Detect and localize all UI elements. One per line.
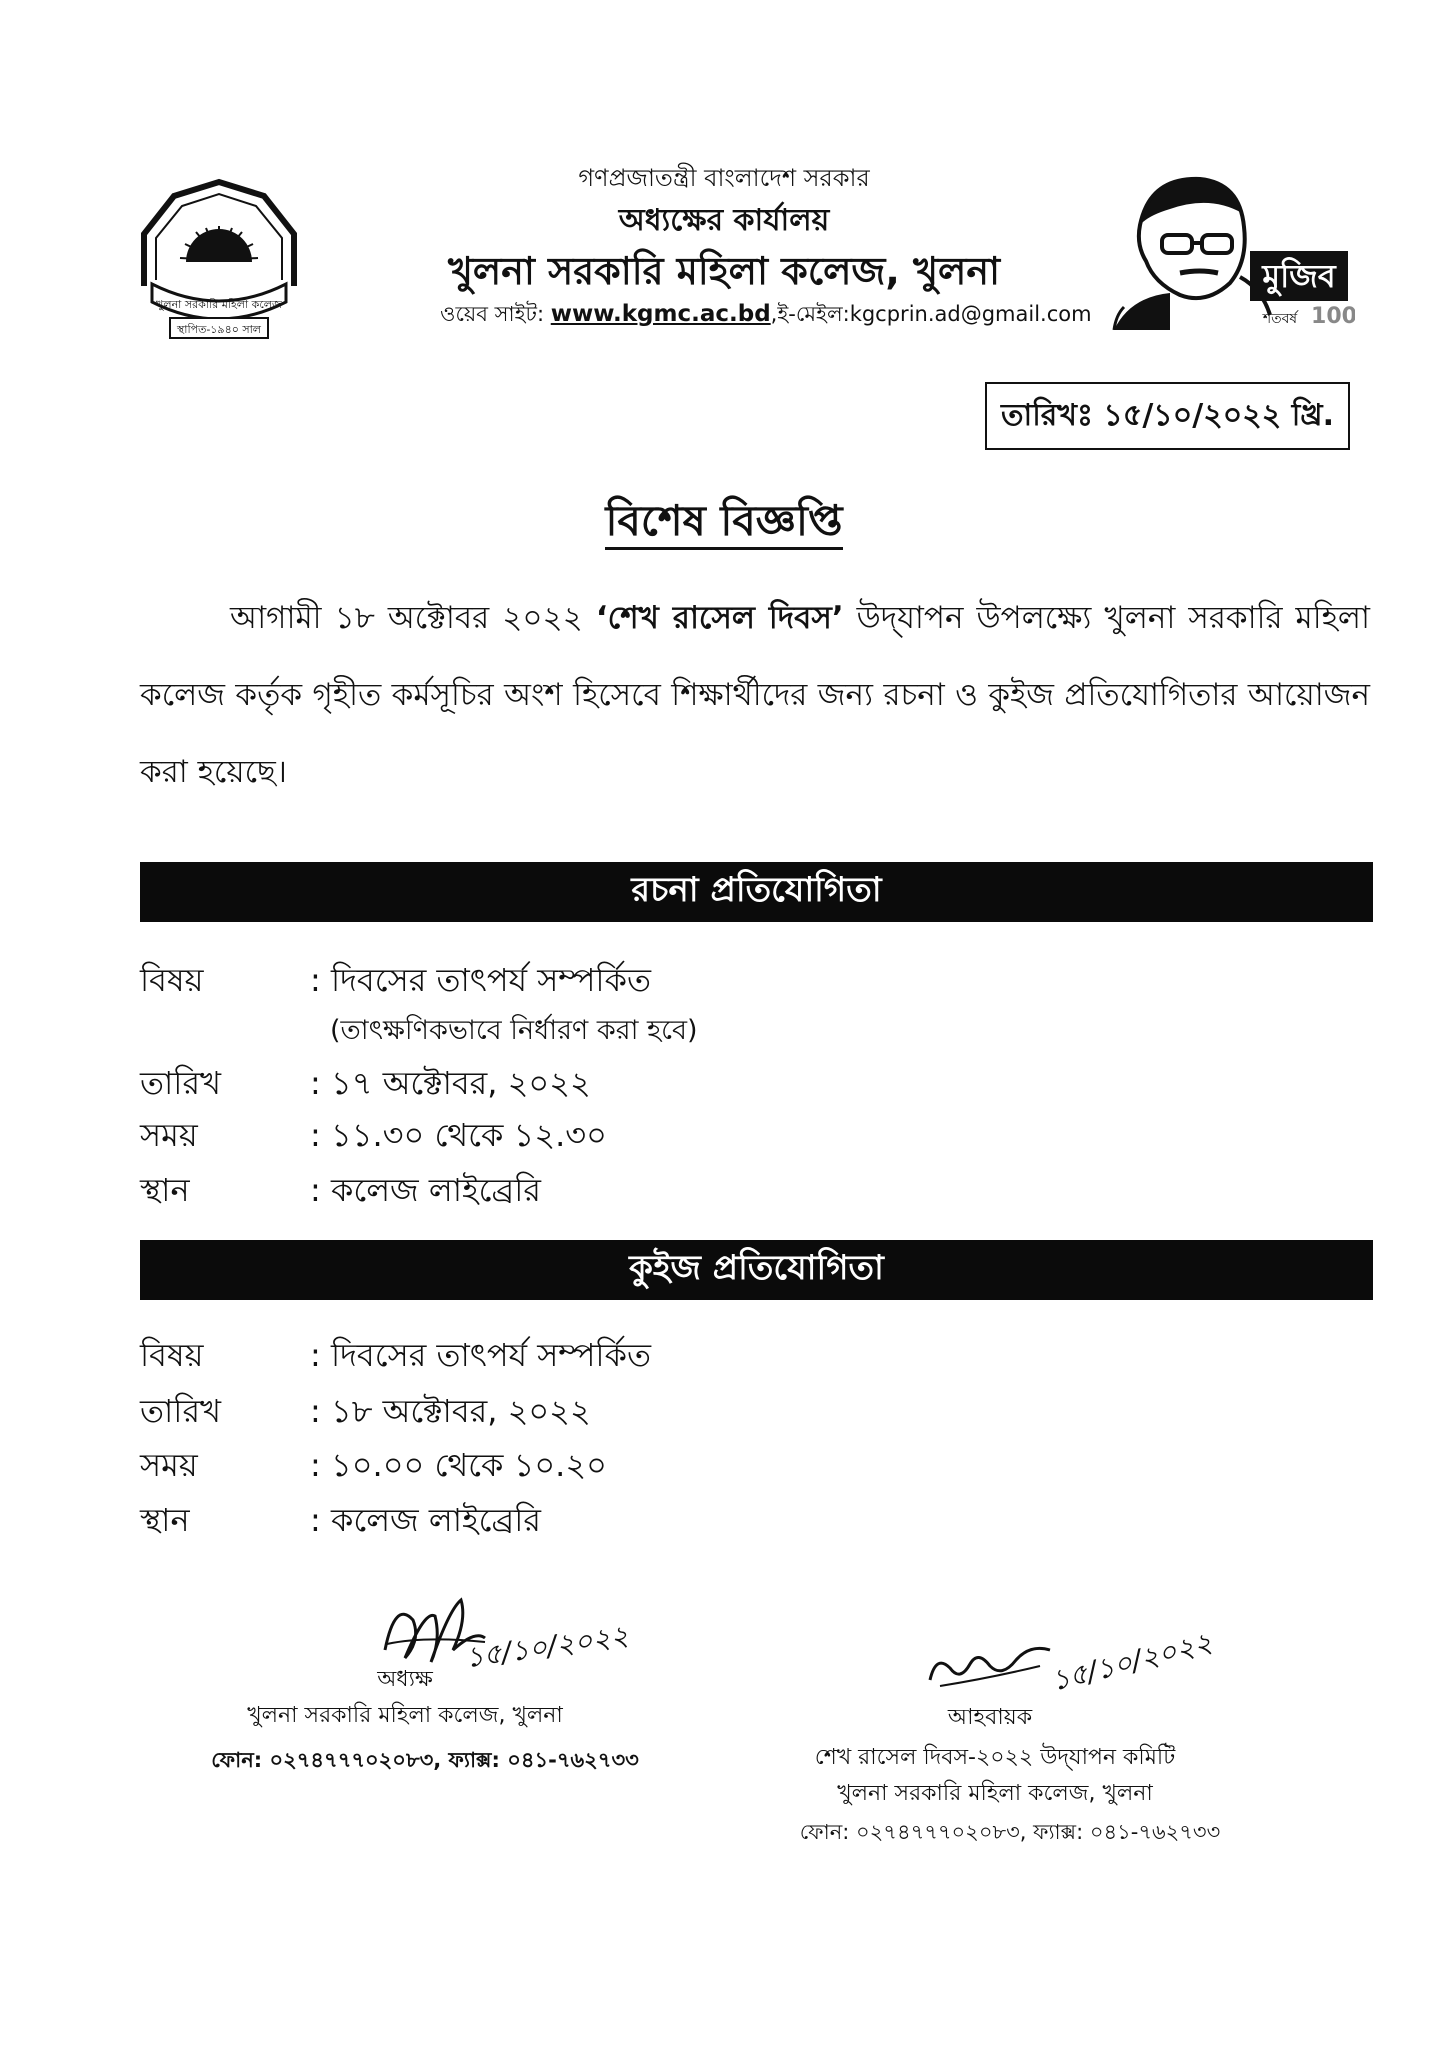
convener-org: খুলনা সরকারি মহিলা কলেজ, খুলনা (837, 1781, 1153, 1806)
convener-contact: ফোন: ০২৭৪৭৭৭০২০৮৩, ফ্যাক্স: ০৪১-৭৬২৭৩৩ (799, 1820, 1221, 1844)
contact-line (440, 298, 1092, 333)
essay-heading-bar (140, 862, 1373, 922)
government-line: গণপ্রজাতন্ত্রী বাংলাদেশ সরকার (578, 164, 870, 192)
mujib-text: মুজিব (1262, 257, 1336, 295)
essay-venue-label: স্থান (140, 1171, 190, 1209)
email-link[interactable]: kgcprin.ad@gmail.com (849, 302, 1092, 326)
mujib-sub: শতবর্ষ (1262, 311, 1298, 327)
principal-signature-date: ১৫/১০/২০২২ (463, 1618, 631, 1675)
quiz-venue-value: : কলেজ লাইব্রেরি (310, 1501, 541, 1539)
convener-signature-date: ১৫/১০/২০২২ (1047, 1625, 1216, 1698)
quiz-subject-value: : দিবসের তাৎপর্য সম্পর্কিত (310, 1336, 651, 1374)
date-box: তারিখঃ ১৫/১০/২০২২ খ্রি. (985, 382, 1350, 450)
principal-org: খুলনা সরকারি মহিলা কলেজ, খুলনা (247, 1703, 563, 1728)
essay-subject-note: (তাৎক্ষণিকভাবে নির্ধারণ করা হবে) (330, 1015, 698, 1046)
quiz-heading-bar (140, 1240, 1373, 1300)
logo-established: স্থাপিত-১৯৪০ সাল (176, 323, 262, 336)
notice-title-text: বিশেষ বিজ্ঞপ্তি (605, 496, 842, 550)
intro-event: ‘শেখ রাসেল দিবস’ (595, 600, 844, 636)
essay-heading: রচনা প্রতিযোগিতা (631, 869, 882, 910)
notice-title (0, 488, 1448, 559)
intro-pre: আগামী ১৮ অক্টোবর ২০২২ (230, 600, 596, 636)
essay-time-value: : ১১.৩০ থেকে ১২.৩০ (310, 1116, 607, 1154)
principal-title: অধ্যক্ষ (377, 1667, 433, 1692)
intro-paragraph (140, 580, 1370, 811)
essay-subject-value: : দিবসের তাৎপর্য সম্পর্কিত (310, 961, 651, 999)
email-label: ,ই-মেইল: (770, 302, 850, 326)
essay-date-label: তারিখ (140, 1064, 222, 1102)
quiz-date-value: : ১৮ অক্টোবর, ২০২২ (310, 1392, 591, 1430)
logo-text: খুলনা সরকারি মহিলা কলেজ (156, 298, 282, 311)
quiz-time-value: : ১০.০০ থেকে ১০.২০ (310, 1446, 607, 1484)
quiz-time-label: সময় (140, 1446, 198, 1484)
convener-title: আহবায়ক (947, 1705, 1033, 1730)
essay-time-label: সময় (140, 1116, 198, 1154)
convener-committee: শেখ রাসেল দিবস-২০২২ উদ্‌যাপন কমিটি (814, 1745, 1176, 1770)
intro-post: উদ্‌যাপন উপলক্ষ্যে খুলনা সরকারি মহিলা কলেজ কর্তৃক গৃহীত কর্মসূচির অংশ হিসেবে শিক্ষার্থীদের জন্য রচনা ও কুইজ প্রতিযোগিতার আয়োজন করা হয়েছে। (140, 600, 1370, 790)
essay-venue-value: : কলেজ লাইব্রেরি (310, 1171, 541, 1209)
office-line: অধ্যক্ষের কার্যালয় (618, 203, 830, 238)
quiz-subject-label: বিষয় (140, 1336, 204, 1374)
quiz-venue-label: স্থান (140, 1501, 190, 1539)
quiz-date-label: তারিখ (140, 1392, 222, 1430)
quiz-heading: কুইজ প্রতিযোগিতা (629, 1247, 884, 1288)
website-label: ওয়েব সাইট: (440, 302, 545, 326)
website-link[interactable]: www.kgmc.ac.bd (550, 301, 771, 327)
principal-contact: ফোন: ০২৭৪৭৭৭০২০৮৩, ফ্যাক্স: ০৪১-৭৬২৭৩৩ (211, 1748, 639, 1772)
mujib-number: 100 (1311, 304, 1355, 329)
essay-date-value: : ১৭ অক্টোবর, ২০২২ (310, 1064, 591, 1102)
college-name: খুলনা সরকারি মহিলা কলেজ, খুলনা (447, 249, 1001, 293)
essay-subject-label: বিষয় (140, 961, 204, 999)
